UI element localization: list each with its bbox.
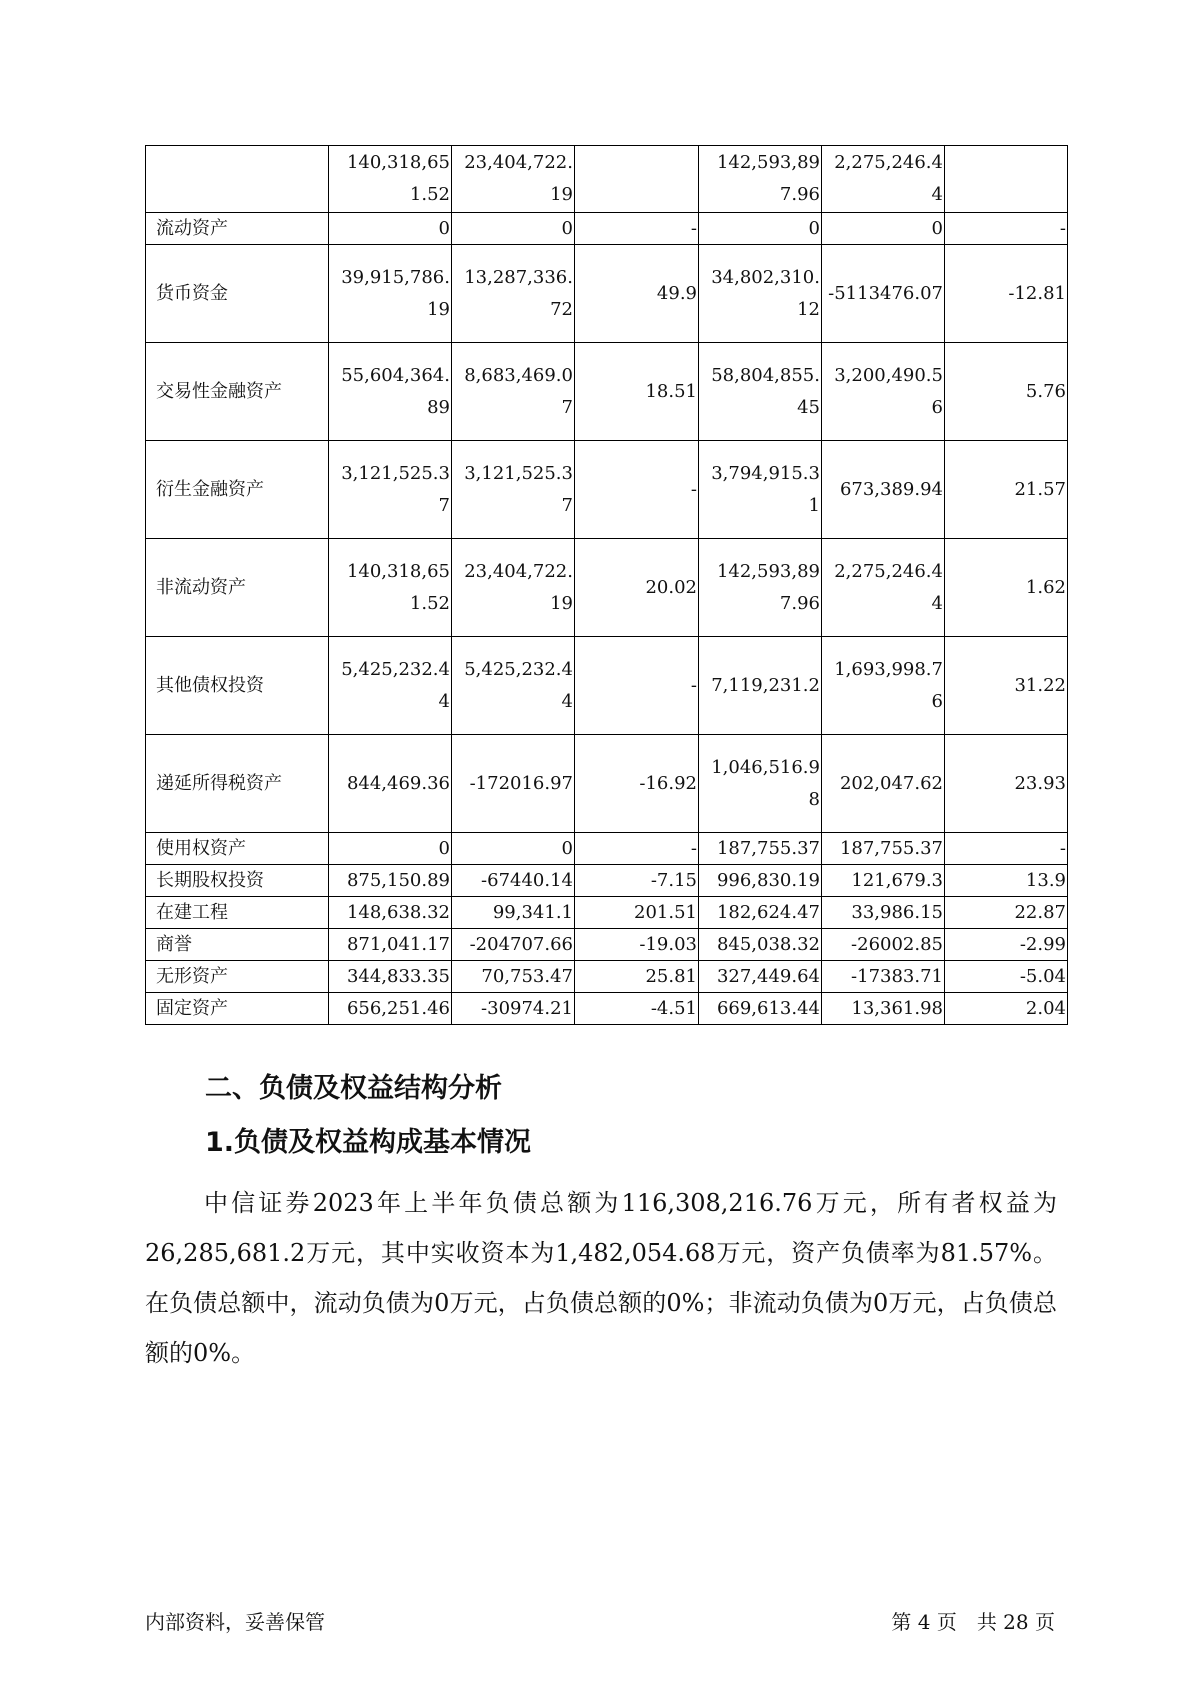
asset-structure-table — [145, 145, 1068, 1025]
row-label: 商誉 — [146, 929, 329, 961]
footer-confidential-note: 内部资料，妥善保管 — [145, 1610, 325, 1634]
table-cell: 3,200,490.56 — [822, 343, 945, 441]
table-cell: -26002.85 — [822, 929, 945, 961]
table-row — [146, 961, 1068, 993]
table-cell: 20.02 — [575, 539, 699, 637]
table-cell: 49.9 — [575, 245, 699, 343]
subsection-heading: 1.负债及权益构成基本情况 — [205, 1127, 532, 1158]
table-cell: 182,624.47 — [699, 897, 822, 929]
table-cell: 70,753.47 — [452, 961, 575, 993]
row-label: 无形资产 — [146, 961, 329, 993]
table-cell: 3,794,915.31 — [699, 441, 822, 539]
table-cell: 996,830.19 — [699, 865, 822, 897]
table-cell: 23,404,722.19 — [452, 539, 575, 637]
table-cell: 58,804,855.45 — [699, 343, 822, 441]
table-cell: 5.76 — [945, 343, 1068, 441]
table-cell: 33,986.15 — [822, 897, 945, 929]
table-cell: -7.15 — [575, 865, 699, 897]
table-row — [146, 343, 1068, 441]
table-cell: 0 — [452, 833, 575, 865]
table-row — [146, 213, 1068, 245]
table-row — [146, 929, 1068, 961]
table-cell: 673,389.94 — [822, 441, 945, 539]
table-cell: 23,404,722.19 — [452, 146, 575, 213]
table-cell: 25.81 — [575, 961, 699, 993]
table-cell: 1,046,516.98 — [699, 735, 822, 833]
table-cell: 8,683,469.07 — [452, 343, 575, 441]
table-cell — [575, 146, 699, 213]
table-cell: 21.57 — [945, 441, 1068, 539]
table-cell: 0 — [329, 213, 452, 245]
table-cell: 1.62 — [945, 539, 1068, 637]
page-number: 第 4 页 共 28 页 — [891, 1610, 1055, 1634]
table-cell: 34,802,310.12 — [699, 245, 822, 343]
table-row — [146, 993, 1068, 1025]
table-cell: 121,679.3 — [822, 865, 945, 897]
table-cell: 148,638.32 — [329, 897, 452, 929]
table-cell: -5113476.07 — [822, 245, 945, 343]
table-row — [146, 897, 1068, 929]
table-cell: - — [575, 213, 699, 245]
table-cell: 0 — [452, 213, 575, 245]
table-row — [146, 539, 1068, 637]
table-cell: 3,121,525.37 — [329, 441, 452, 539]
table-cell: 2,275,246.44 — [822, 539, 945, 637]
table-cell: - — [945, 833, 1068, 865]
table-row — [146, 637, 1068, 735]
table-cell: 39,915,786.19 — [329, 245, 452, 343]
table-cell: 2.04 — [945, 993, 1068, 1025]
table-cell: 55,604,364.89 — [329, 343, 452, 441]
table-cell: 7,119,231.2 — [699, 637, 822, 735]
table-cell: -2.99 — [945, 929, 1068, 961]
row-label: 流动资产 — [146, 213, 329, 245]
row-label: 其他债权投资 — [146, 637, 329, 735]
table-cell: 844,469.36 — [329, 735, 452, 833]
table-cell: 202,047.62 — [822, 735, 945, 833]
table-cell — [945, 146, 1068, 213]
table-cell: 187,755.37 — [822, 833, 945, 865]
table-cell: 22.87 — [945, 897, 1068, 929]
table-cell: -30974.21 — [452, 993, 575, 1025]
table-row — [146, 833, 1068, 865]
table-cell: - — [945, 213, 1068, 245]
row-label: 货币资金 — [146, 245, 329, 343]
table-cell: 0 — [699, 213, 822, 245]
table-cell: 875,150.89 — [329, 865, 452, 897]
table-cell: 201.51 — [575, 897, 699, 929]
table-cell: -17383.71 — [822, 961, 945, 993]
table-cell: 23.93 — [945, 735, 1068, 833]
table-cell: 140,318,651.52 — [329, 539, 452, 637]
table-cell: 13.9 — [945, 865, 1068, 897]
table-cell: 142,593,897.96 — [699, 146, 822, 213]
table-cell: - — [575, 441, 699, 539]
table-cell: 5,425,232.44 — [329, 637, 452, 735]
section-heading: 二、负债及权益结构分析 — [205, 1073, 502, 1104]
row-label: 使用权资产 — [146, 833, 329, 865]
table-cell: 3,121,525.37 — [452, 441, 575, 539]
table-cell: 0 — [822, 213, 945, 245]
table-cell: 2,275,246.44 — [822, 146, 945, 213]
row-label: 长期股权投资 — [146, 865, 329, 897]
table-row — [146, 441, 1068, 539]
table-cell: -19.03 — [575, 929, 699, 961]
table-cell: -67440.14 — [452, 865, 575, 897]
table-cell: - — [575, 833, 699, 865]
table-cell: 31.22 — [945, 637, 1068, 735]
row-label — [146, 146, 329, 213]
table-cell: 327,449.64 — [699, 961, 822, 993]
table-cell: 1,693,998.76 — [822, 637, 945, 735]
table-cell: -172016.97 — [452, 735, 575, 833]
table-row — [146, 865, 1068, 897]
table-cell: 18.51 — [575, 343, 699, 441]
table-cell: 344,833.35 — [329, 961, 452, 993]
table-cell: 5,425,232.44 — [452, 637, 575, 735]
table-cell: 142,593,897.96 — [699, 539, 822, 637]
table-cell: 140,318,651.52 — [329, 146, 452, 213]
table-cell: -12.81 — [945, 245, 1068, 343]
table-cell: -204707.66 — [452, 929, 575, 961]
table-row — [146, 735, 1068, 833]
body-paragraph: 中信证券2023年上半年负债总额为116,308,216.76万元，所有者权益为26,285,681.2万元，其中实收资本为1,482,054.68万元，资产负债率为81.57%。在负债总额中，流动负债为0万元，占负债总额的0%；非流动负债为0万元，占负债总额的0%。 — [145, 1189, 1057, 1367]
table-cell: 13,361.98 — [822, 993, 945, 1025]
row-label: 固定资产 — [146, 993, 329, 1025]
table-cell: 871,041.17 — [329, 929, 452, 961]
row-label: 交易性金融资产 — [146, 343, 329, 441]
table-cell: 187,755.37 — [699, 833, 822, 865]
table-row — [146, 146, 1068, 213]
row-label: 在建工程 — [146, 897, 329, 929]
table-row — [146, 245, 1068, 343]
row-label: 递延所得税资产 — [146, 735, 329, 833]
table-cell: 845,038.32 — [699, 929, 822, 961]
table-cell: -16.92 — [575, 735, 699, 833]
table-cell: -4.51 — [575, 993, 699, 1025]
table-cell: 13,287,336.72 — [452, 245, 575, 343]
table-cell: 0 — [329, 833, 452, 865]
row-label: 衍生金融资产 — [146, 441, 329, 539]
row-label: 非流动资产 — [146, 539, 329, 637]
table-cell: -5.04 — [945, 961, 1068, 993]
table-cell: - — [575, 637, 699, 735]
table-cell: 669,613.44 — [699, 993, 822, 1025]
table-cell: 656,251.46 — [329, 993, 452, 1025]
table-cell: 99,341.1 — [452, 897, 575, 929]
